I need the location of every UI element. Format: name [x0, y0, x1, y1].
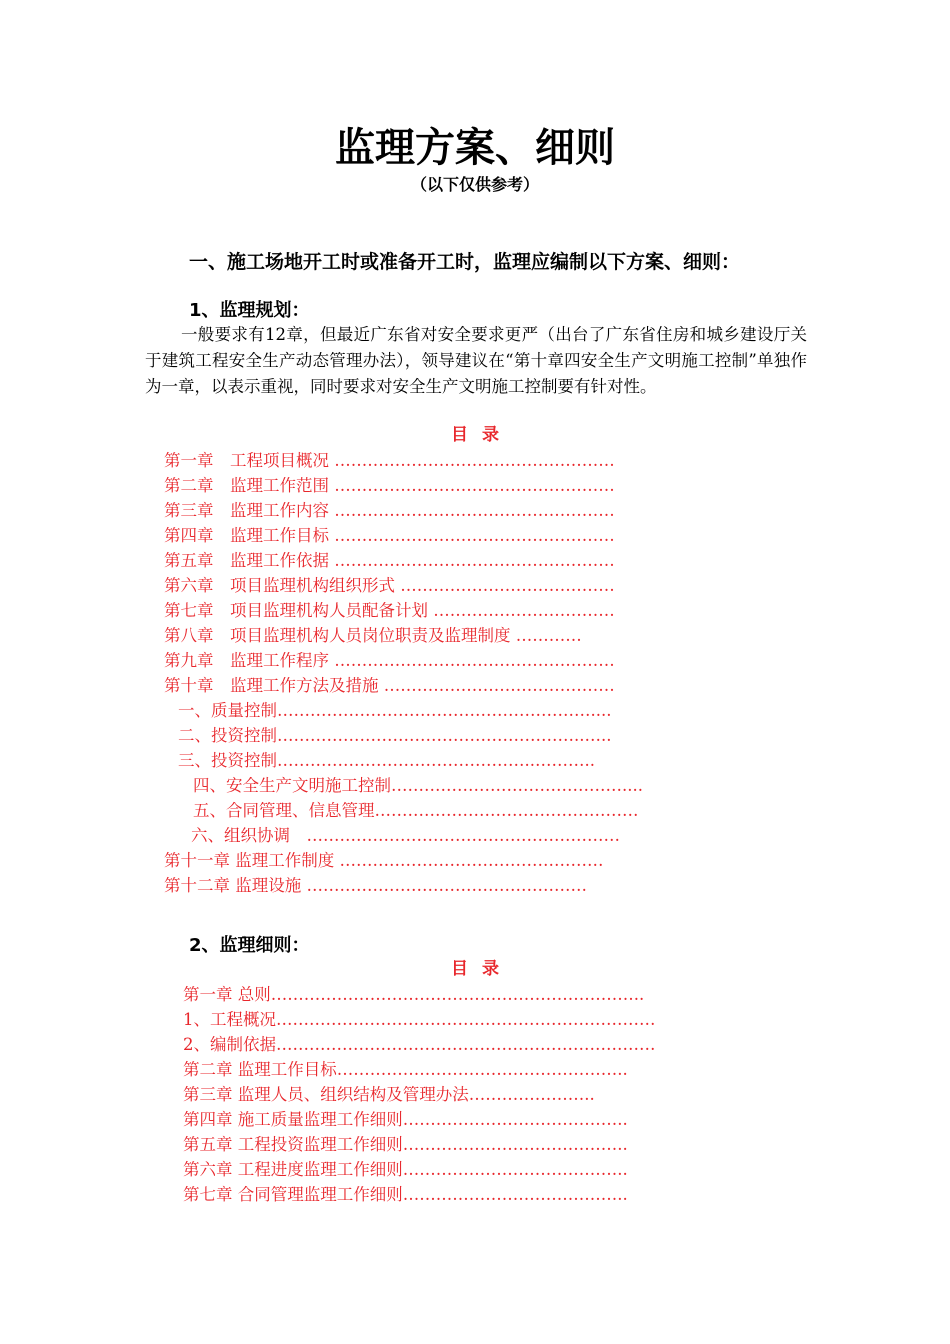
toc-item[interactable]: 第二章 监理工作范围 …………………………………………… [164, 476, 615, 495]
toc-item[interactable]: 第八章 项目监理机构人员岗位职责及监理制度 ………… [164, 626, 582, 645]
toc-item[interactable]: 第五章 监理工作依据 …………………………………………… [164, 551, 615, 570]
plan-toc-heading: 目录 [451, 425, 513, 445]
toc-item[interactable]: 第四章 监理工作目标 …………………………………………… [164, 526, 615, 545]
toc-item[interactable]: 二、投资控制………………………………………………..….. [178, 726, 612, 745]
detail-heading: 2、监理细则： [189, 935, 310, 956]
toc-item[interactable]: 第一章 工程项目概况 …………………………………………… [164, 451, 615, 470]
toc-item[interactable]: 第七章 项目监理机构人员配备计划 …………………………… [164, 601, 615, 620]
page-subtitle: （以下仅供参考） [410, 175, 539, 194]
toc-item[interactable]: 六、组织协调 ………………………………………………… [191, 826, 620, 845]
toc-item[interactable]: 四、安全生产文明施工控制…………………………………….... [193, 776, 643, 795]
toc-item[interactable]: 三、投资控制………………………………………..……….. [178, 751, 595, 770]
toc-item[interactable]: 第六章 工程进度监理工作细则………………………………….. [183, 1160, 628, 1179]
toc-item[interactable]: 第七章 合同管理监理工作细则………………………………….. [183, 1185, 628, 1204]
toc-item[interactable]: 2、编制依据…………………………………………………………… [183, 1035, 656, 1054]
toc-item[interactable]: 第五章 工程投资监理工作细则………………………………….. [183, 1135, 628, 1154]
toc-item[interactable]: 一、质量控制………………………………………………….... [178, 701, 612, 720]
toc-item[interactable]: 第十章 监理工作方法及措施 …………………………………… [164, 676, 615, 695]
section-heading-1: 一、施工场地开工时或准备开工时，监理应编制以下方案、细则： [189, 251, 741, 273]
toc-item[interactable]: 第四章 施工质量监理工作细则………………………………….. [183, 1110, 628, 1129]
toc-item[interactable]: 第九章 监理工作程序 …………………………………………… [164, 651, 615, 670]
toc-item[interactable]: 第二章 监理工作目标…………………………………………….. [183, 1060, 628, 1079]
toc-item[interactable]: 五、合同管理、信息管理………………………………………… [193, 801, 639, 820]
toc-item[interactable]: 1、工程概况…………………………………………………………… [183, 1010, 656, 1029]
toc-item[interactable]: 第十一章 监理工作制度 ………………………………………… [164, 851, 604, 870]
toc-item[interactable]: 第三章 监理人员、组织结构及管理办法………………….. [183, 1085, 595, 1104]
page-title: 监理方案、细则 [335, 125, 615, 171]
plan-heading: 1、监理规划： [189, 300, 310, 321]
toc-item[interactable]: 第十二章 监理设施 …………………………………………… [164, 876, 587, 895]
toc-item[interactable]: 第一章 总则………………………………………………………….. [183, 985, 645, 1004]
toc-item[interactable]: 第三章 监理工作内容 …………………………………………… [164, 501, 615, 520]
toc-item[interactable]: 第六章 项目监理机构组织形式 ………………………………… [164, 576, 615, 595]
plan-paragraph: 一般要求有12章，但最近广东省对安全要求更严（出台了广东省住房和城乡建设厅关于建筑工程安全生产动态管理办法），领导建议在“第十章四安全生产文明施工控制”单独作为一章，以表示重视，同时要求对安全生产文明施工控制要有针对性。 [145, 325, 807, 396]
detail-toc-heading: 目录 [451, 959, 513, 979]
